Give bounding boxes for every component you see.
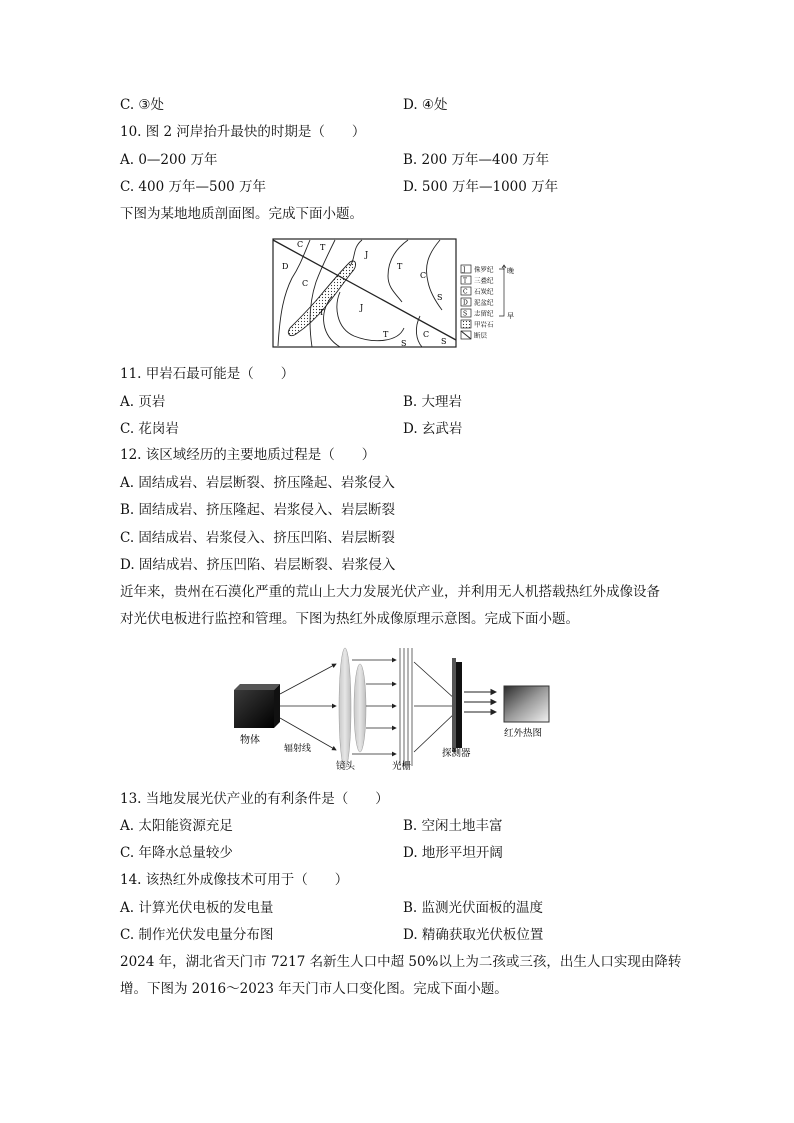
q11-option-b: B. 大理岩 (403, 394, 463, 410)
legend-name: 泥盆纪 (474, 298, 494, 307)
legend-code: J (463, 266, 466, 274)
q10-option-b: B. 200 万年—400 万年 (403, 152, 550, 168)
intrusion-rock (288, 261, 355, 336)
intro-geology: 下图为某地地质剖面图。完成下面小题。 (120, 206, 363, 222)
object-cube (234, 684, 280, 728)
intro-pv-line1: 近年来，贵州在石漠化严重的荒山上大力发展光伏产业，并利用无人机搭载热红外成像设备 (120, 584, 660, 600)
q14-option-c: C. 制作光伏发电量分布图 (120, 927, 274, 943)
heat-image-label: 红外热图 (504, 728, 543, 739)
q12-stem: 12. 该区域经历的主要地质过程是（ ） (120, 447, 376, 463)
map-label: T (320, 243, 326, 252)
intro-pop-line2: 增。下图为 2016～2023 年天门市人口变化图。完成下面小题。 (120, 981, 508, 997)
q14-option-a: A. 计算光伏电板的发电量 (120, 900, 274, 916)
lens-label: 镜头 (336, 761, 356, 772)
stratum-boundary (388, 240, 408, 302)
legend-code: C (463, 288, 468, 296)
map-label: S (437, 293, 443, 302)
q12-option-c: C. 固结成岩、岩浆侵入、挤压凹陷、岩层断裂 (120, 530, 395, 546)
intro-pv-line2: 对光伏电板进行监控和管理。下图为热红外成像原理示意图。完成下面小题。 (120, 611, 579, 627)
intro-pop-line1: 2024 年，湖北省天门市 7217 名新生人口中超 50%以上为二孩或三孩，出生人口实现由降转 (120, 954, 682, 970)
radiation-ray (280, 664, 336, 694)
q12-option-d: D. 固结成岩、挤压凹陷、岩层断裂、岩浆侵入 (120, 557, 396, 573)
legend-name: 甲岩石 (474, 320, 494, 329)
legend (461, 265, 494, 340)
legend-name: 石炭纪 (474, 287, 494, 296)
q13-stem: 13. 当地发展光伏产业的有利条件是（ ） (120, 791, 389, 807)
radiation-ray (414, 662, 456, 700)
rays-label: 辐射线 (284, 744, 312, 754)
q13-option-b: B. 空闲土地丰富 (403, 818, 503, 834)
map-label: C (423, 330, 430, 339)
q11-option-c: C. 花岗岩 (120, 421, 179, 437)
map-label: C (297, 240, 304, 249)
q14-option-b: B. 监测光伏面板的温度 (403, 900, 544, 916)
q10-option-d: D. 500 万年—1000 万年 (403, 179, 559, 195)
map-label: D (282, 262, 289, 271)
radiation-ray (414, 712, 456, 752)
map-label: C (420, 271, 427, 280)
infrared-imaging-figure (228, 642, 566, 774)
lens-element (354, 664, 366, 752)
map-label: T (319, 308, 325, 317)
q10-option-c: C. 400 万年—500 万年 (120, 179, 267, 195)
q14-stem: 14. 该热红外成像技术可用于（ ） (120, 872, 349, 888)
age-early-label: 早 (507, 312, 514, 320)
q13-option-c: C. 年降水总量较少 (120, 845, 233, 861)
legend-code: S (463, 310, 468, 318)
map-label: J (365, 250, 369, 259)
map-label: C (302, 279, 309, 288)
lens-element (339, 648, 351, 768)
q12-option-b: B. 固结成岩、挤压隆起、岩浆侵入、岩层断裂 (120, 502, 396, 518)
legend-code: D (463, 299, 468, 307)
grating-label: 光栅 (392, 761, 412, 772)
legend-name: 断层 (474, 331, 487, 340)
q10-stem: 10. 图 2 河岸抬升最快的时期是（ ） (120, 124, 366, 140)
q14-option-d: D. 精确获取光伏板位置 (403, 927, 544, 943)
infrared-heat-image (504, 686, 549, 722)
stratum-boundary (337, 292, 404, 341)
q13-option-d: D. 地形平坦开阔 (403, 845, 503, 861)
grating (400, 648, 412, 766)
geology-section-figure (270, 236, 526, 352)
legend-name: 三叠纪 (474, 276, 494, 285)
detector-label: 探测器 (442, 748, 471, 759)
q10-option-a: A. 0—200 万年 (120, 152, 218, 168)
q11-stem: 11. 甲岩石最可能是（ ） (120, 366, 295, 382)
q11-option-a: A. 页岩 (120, 394, 166, 410)
legend-code: T (463, 277, 468, 285)
map-label: T (397, 262, 403, 271)
q9-option-c: C. ③处 (120, 97, 165, 113)
age-bracket (499, 269, 504, 316)
q12-option-a: A. 固结成岩、岩层断裂、挤压隆起、岩浆侵入 (120, 475, 395, 491)
map-label: T (383, 330, 389, 339)
map-label: J (360, 303, 364, 312)
q11-option-d: D. 玄武岩 (403, 421, 463, 437)
legend-name: 侏罗纪 (474, 265, 494, 274)
legend-name: 志留纪 (474, 309, 494, 318)
detector (452, 658, 462, 752)
object-label: 物体 (240, 735, 260, 746)
map-label: S (401, 339, 407, 348)
q13-option-a: A. 太阳能资源充足 (120, 818, 233, 834)
q9-option-d: D. ④处 (403, 97, 448, 113)
age-late-label: 晚 (507, 267, 514, 275)
map-label: S (441, 337, 447, 346)
